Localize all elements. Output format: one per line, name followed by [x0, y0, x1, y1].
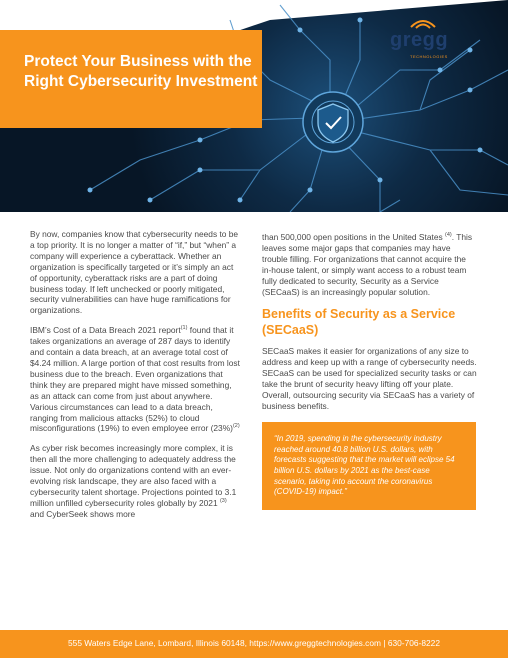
hero-banner — [0, 0, 508, 212]
section-heading: Benefits of Security as a Service (SECaaS) — [262, 307, 456, 338]
wifi-icon — [408, 17, 438, 29]
ibm-report-paragraph: IBM’s Cost of a Data Breach 2021 report$^{(1)}$ found that it takes organizations an average of 287 days to identify and contain a data breach, at an average total cost of $4.24 million. A large portion of that cost results from lost business due to the breach. Even organizations that think they are prepared might have missed something, as an attack can come from just about anywhere. Various circumstances can lead to a data breach, ranging from malicious attacks (52%) to cloud misconfigurations (19%) to even employee error $(23\%)^{(2)}$ — [30, 325, 240, 434]
footnote-ref-1: (1) — [180, 325, 188, 332]
footer-bar — [0, 630, 508, 658]
page-title: Protect Your Business with the Right Cybersecurity Investment — [24, 53, 258, 90]
company-logo — [390, 26, 470, 66]
footer-contact: 555 Waters Edge Lane, Lombard, Illinois 60148, https://www.greggtechnologies.com | 630-706-8222 — [68, 638, 440, 648]
intro-paragraph: By now, companies know that cybersecurity needs to be a top priority. It is no longer a matter of “if,” but “when” a company will experience a cyberattack. Whether an organization is specifically targeted or it’s simply an act of opportunity, cyberattack risks are a part of doing business today. If left unchecked or poorly mitigated, security vulnerabilities can have huge ramifications for organizations. — [30, 229, 239, 316]
footnote-ref-2: (2) — [232, 423, 240, 430]
quote-text: “In 2019, spending in the cybersecurity industry reached around 40.8 billion U.S. dollars, with forecasts suggesting that the market will eclipse 54 billion U.S. dollars by 2021 as the best-case scenario, taking into account the coronavirus (COVID-19) impact.” — [274, 433, 455, 497]
open-positions-paragraph: than 500,000 open positions in the United States $^{(4)}$. This leaves some major gaps that companies may have trouble filling. For organizations that cannot acquire the in-house talent, or simply want access to a robust team fully dedicated to security, Security as a Service (SECaaS) is an increasingly popular solution. — [262, 232, 473, 297]
logo-wordmark: gregg — [390, 29, 449, 51]
quote-callout — [262, 422, 476, 510]
right-column — [262, 232, 477, 510]
secaas-benefits-paragraph: SECaaS makes it easier for organizations of any size to address and keep up with a range of cybersecurity needs. SECaaS can be used for specialized security tasks or can take the brunt of security heavy lifting off your plate. Overall, outsourcing security via SECaaS has a variety of business benefits. — [262, 346, 477, 411]
footnote-ref-3: (3) — [219, 498, 227, 505]
logo-tagline: TECHNOLOGIES — [410, 54, 448, 59]
footnote-ref-4: (4) — [445, 232, 452, 239]
left-column — [30, 229, 242, 529]
talent-shortage-paragraph: As cyber risk becomes increasingly more complex, it is then all the more challenging to adequately address the issue. Not only do organizations contend with an ever-evolving risk landscape, they are also faced with a cybersecurity talent shortage. Projections pointed to 3.1 million unfilled cybersecurity roles globally by 2021 $^{(3)}$ and CyberSeek shows more — [30, 443, 237, 519]
